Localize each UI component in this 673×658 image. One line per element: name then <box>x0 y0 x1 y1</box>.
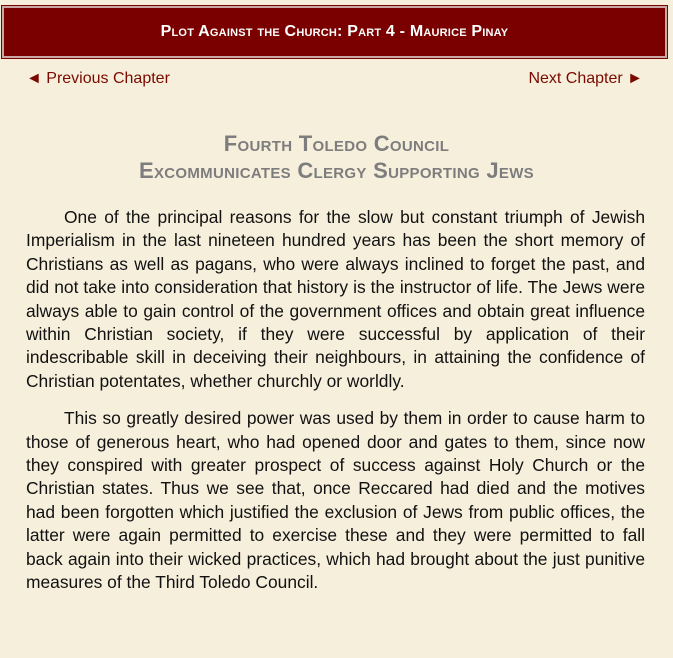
paragraph: One of the principal reasons for the slow but constant triumph of Jewish Imperialism in the last nineteen hundred years has been the short memory of Christians as well as pagans, who were always inclined to forget the past, and did not take into consideration that history is the instructor of life. The Jews were always able to gain control of the government offices and obtain great influence within Christian society, if they were successful by application of their indescribable skill in deceiving their neighbours, in attaining the confidence of Christian potentates, whether churchly or worldly. <box>26 207 645 391</box>
chapter-body <box>26 206 645 609</box>
chapter-title-line-1: Fourth Toledo Council <box>223 131 450 156</box>
chapter-navigation <box>0 70 673 90</box>
chapter-title-line-2: Excommunicates Clergy Supporting Jews <box>139 158 534 183</box>
next-chapter-link[interactable]: Next Chapter ► <box>528 70 643 87</box>
header-bar <box>2 6 667 58</box>
previous-chapter-link[interactable]: ◄ Previous Chapter <box>26 70 170 87</box>
book-title: Plot Against the Church: Part 4 - Maurice Pinay <box>160 23 509 40</box>
chapter-title <box>0 130 673 184</box>
paragraph: This so greatly desired power was used by them in order to cause harm to those of generous heart, who had opened door and gates to them, since now they conspired with greater prospect of success against Holy Church or the Christian states. Thus we see that, once Reccared had died and the motives had been forgotten which justified the exclusion of Jews from public offices, the latter were again permitted to exercise these and they were permitted to fall back again into their wicked practices, which had brought about the just punitive measures of the Third Toledo Council. <box>26 408 645 593</box>
